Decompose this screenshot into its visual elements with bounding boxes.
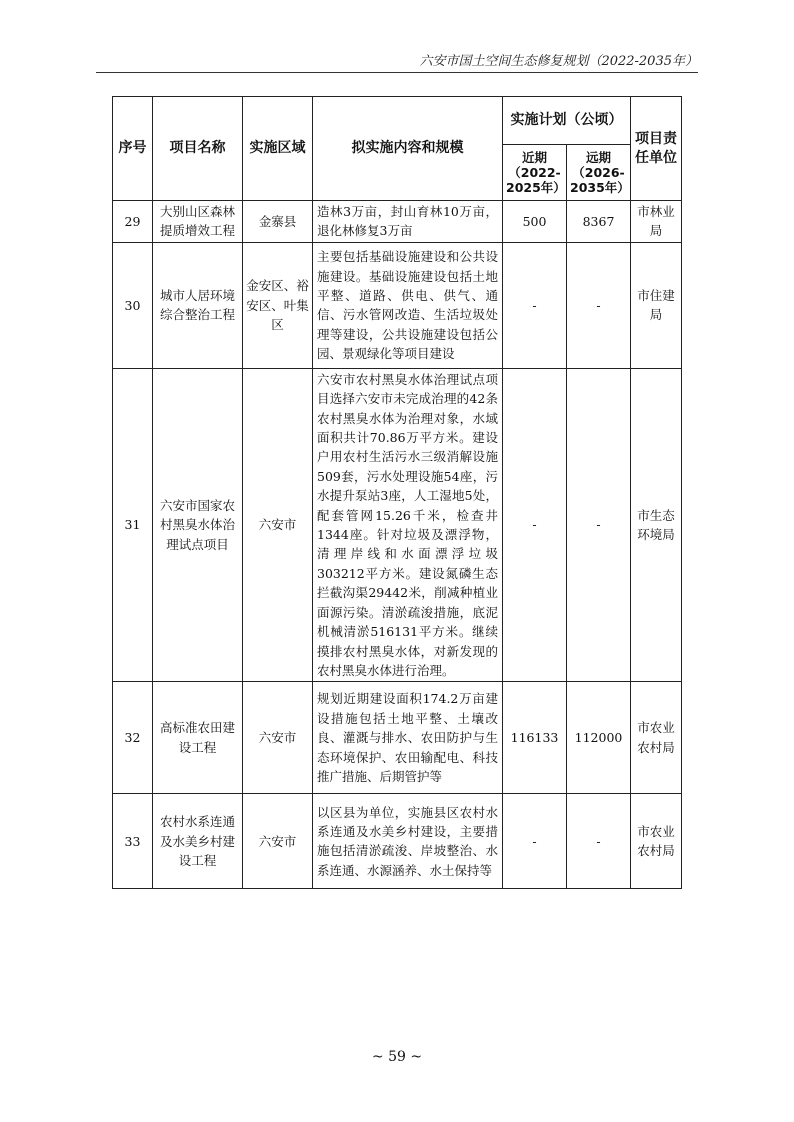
cell-near: - — [503, 242, 567, 368]
header-content: 拟实施内容和规模 — [313, 97, 503, 201]
table-row — [113, 201, 682, 243]
cell-unit: 市生态环境局 — [631, 368, 682, 682]
cell-near: - — [503, 368, 567, 682]
header-unit: 项目责任单位 — [631, 97, 682, 201]
cell-seq: 29 — [113, 201, 153, 243]
cell-seq: 32 — [113, 682, 153, 794]
table-row — [113, 242, 682, 368]
cell-far: - — [567, 368, 631, 682]
cell-far: - — [567, 242, 631, 368]
cell-unit: 市农业农村局 — [631, 794, 682, 889]
cell-content: 造林3万亩，封山育林10万亩，退化林修复3万亩 — [313, 201, 503, 243]
cell-content: 六安市农村黑臭水体治理试点项目选择六安市未完成治理的42条农村黑臭水体为治理对象，水域面积共计70.86万平方米。建设户用农村生活污水三级消解设施509套，污水处理设施54座，污水提升泵站3座，人工湿地5处，配套管网15.26千米，检查井1344座。针对垃圾及漂浮物，清理岸线和水面漂浮垃圾303212平方米。建设氮磷生态拦截沟渠29442米，削减种植业面源污染。清淤疏浚措施，底泥机械清淤516131平方米。继续摸排农村黑臭水体，对新发现的农村黑臭水体进行治理。 — [313, 368, 503, 682]
header-plan: 实施计划（公顷） — [503, 97, 631, 145]
cell-near: - — [503, 794, 567, 889]
cell-unit: 市林业局 — [631, 201, 682, 243]
cell-unit: 市住建局 — [631, 242, 682, 368]
cell-content: 以区县为单位，实施县区农村水系连通及水美乡村建设，主要措施包括清淤疏浚、岸坡整治、水系连通、水源涵养、水土保持等 — [313, 794, 503, 889]
cell-name: 农村水系连通及水美乡村建设工程 — [153, 794, 243, 889]
header-far: 远期（2026-2035年） — [567, 145, 631, 201]
cell-name: 大别山区森林提质增效工程 — [153, 201, 243, 243]
cell-area: 六安市 — [243, 368, 313, 682]
cell-far: 8367 — [567, 201, 631, 243]
cell-seq: 31 — [113, 368, 153, 682]
header-area: 实施区域 — [243, 97, 313, 201]
running-header: 六安市国土空间生态修复规划（2022-2035年） — [419, 54, 698, 69]
header-seq: 序号 — [113, 97, 153, 201]
cell-name: 城市人居环境综合整治工程 — [153, 242, 243, 368]
page-number: ~ 59 ~ — [371, 1049, 423, 1065]
cell-content: 规划近期建设面积174.2万亩建设措施包括土地平整、土壤改良、灌溉与排水、农田防护与生态环境保护、农田输配电、科技推广措施、后期管护等 — [313, 682, 503, 794]
header-near: 近期（2022-2025年） — [503, 145, 567, 201]
cell-near: 116133 — [503, 682, 567, 794]
cell-seq: 33 — [113, 794, 153, 889]
table-row — [113, 794, 682, 889]
cell-unit: 市农业农村局 — [631, 682, 682, 794]
cell-far: 112000 — [567, 682, 631, 794]
cell-far: - — [567, 794, 631, 889]
cell-near: 500 — [503, 201, 567, 243]
cell-seq: 30 — [113, 242, 153, 368]
cell-area: 金安区、裕安区、叶集区 — [243, 242, 313, 368]
cell-content: 主要包括基础设施建设和公共设施建设。基础设施建设包括土地平整、道路、供电、供气、通信、污水管网改造、生活垃圾处理等建设，公共设施建设包括公园、景观绿化等项目建设 — [313, 242, 503, 368]
cell-area: 六安市 — [243, 794, 313, 889]
project-table — [112, 96, 682, 889]
cell-area: 金寨县 — [243, 201, 313, 243]
cell-name: 高标准农田建设工程 — [153, 682, 243, 794]
header-name: 项目名称 — [153, 97, 243, 201]
table-row — [113, 368, 682, 682]
cell-area: 六安市 — [243, 682, 313, 794]
header-rule — [96, 72, 698, 73]
cell-name: 六安市国家农村黑臭水体治理试点项目 — [153, 368, 243, 682]
table-row — [113, 682, 682, 794]
